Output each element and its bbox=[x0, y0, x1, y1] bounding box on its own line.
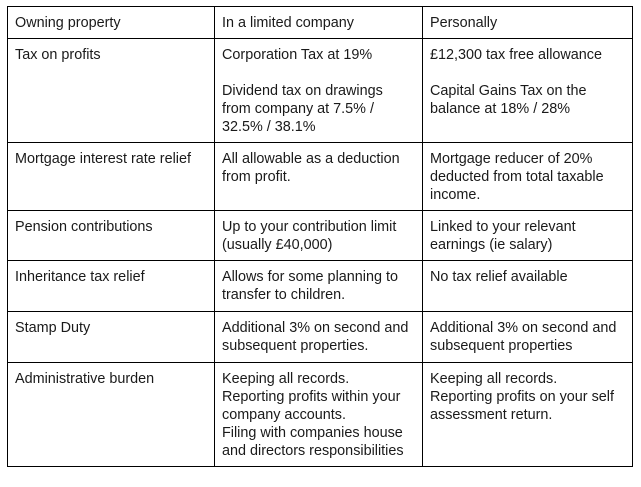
table-row-inheritance-tax bbox=[8, 261, 633, 312]
comparison-table-container bbox=[7, 6, 633, 467]
cell-stamp-personal bbox=[423, 312, 633, 363]
cell-text: Reporting profits on your self assessment return. bbox=[430, 389, 614, 423]
cell-text: Capital Gains Tax on the balance at 18% / 28% bbox=[430, 83, 587, 117]
cell-pension-company bbox=[215, 211, 423, 261]
header-cell-personally: Personally bbox=[423, 7, 633, 39]
cell-text: Allows for some planning to transfer to children. bbox=[222, 269, 398, 303]
row-label-administrative-burden: Administrative burden bbox=[8, 363, 215, 467]
cell-text: Linked to your relevant earnings (ie salary) bbox=[430, 219, 576, 253]
row-label-pension-contributions: Pension contributions bbox=[8, 211, 215, 261]
header-cell-owning-property: Owning property bbox=[8, 7, 215, 39]
table-row-tax-on-profits bbox=[8, 39, 633, 143]
table-row-stamp-duty bbox=[8, 312, 633, 363]
cell-stamp-company bbox=[215, 312, 423, 363]
cell-text: Keeping all records. bbox=[430, 371, 558, 387]
cell-inheritance-company bbox=[215, 261, 423, 312]
cell-text: Reporting profits within your company accounts. bbox=[222, 389, 401, 423]
cell-tax-company bbox=[215, 39, 423, 143]
row-label-mortgage-relief: Mortgage interest rate relief bbox=[8, 143, 215, 211]
cell-pension-personal bbox=[423, 211, 633, 261]
cell-text: Filing with companies house and directors responsibilities bbox=[222, 425, 404, 459]
paragraph-gap bbox=[222, 64, 415, 82]
row-label-inheritance-tax: Inheritance tax relief bbox=[8, 261, 215, 312]
cell-inheritance-personal bbox=[423, 261, 633, 312]
cell-text: Keeping all records. bbox=[222, 371, 350, 387]
property-ownership-comparison-table bbox=[7, 6, 633, 467]
table-row-mortgage-relief bbox=[8, 143, 633, 211]
cell-admin-personal bbox=[423, 363, 633, 467]
cell-mortgage-personal bbox=[423, 143, 633, 211]
cell-tax-personal bbox=[423, 39, 633, 143]
cell-text: Additional 3% on second and subsequent properties bbox=[430, 320, 617, 354]
row-label-stamp-duty: Stamp Duty bbox=[8, 312, 215, 363]
cell-text: Corporation Tax at 19% bbox=[222, 47, 373, 63]
row-label-tax-on-profits: Tax on profits bbox=[8, 39, 215, 143]
table-row-administrative-burden bbox=[8, 363, 633, 467]
cell-text: £12,300 tax free allowance bbox=[430, 47, 603, 63]
cell-admin-company bbox=[215, 363, 423, 467]
header-cell-limited-company: In a limited company bbox=[215, 7, 423, 39]
table-row-pension-contributions bbox=[8, 211, 633, 261]
cell-text: Dividend tax on drawings from company at 7.5% / 32.5% / 38.1% bbox=[222, 83, 383, 135]
cell-text: Up to your contribution limit (usually £40,000) bbox=[222, 219, 397, 253]
table-header-row bbox=[8, 7, 633, 39]
cell-text: Mortgage reducer of 20% deducted from total taxable income. bbox=[430, 151, 604, 203]
cell-text: No tax relief available bbox=[430, 269, 568, 285]
cell-text: Additional 3% on second and subsequent properties. bbox=[222, 320, 409, 354]
cell-mortgage-company bbox=[215, 143, 423, 211]
cell-text: All allowable as a deduction from profit. bbox=[222, 151, 400, 185]
paragraph-gap bbox=[430, 64, 625, 82]
